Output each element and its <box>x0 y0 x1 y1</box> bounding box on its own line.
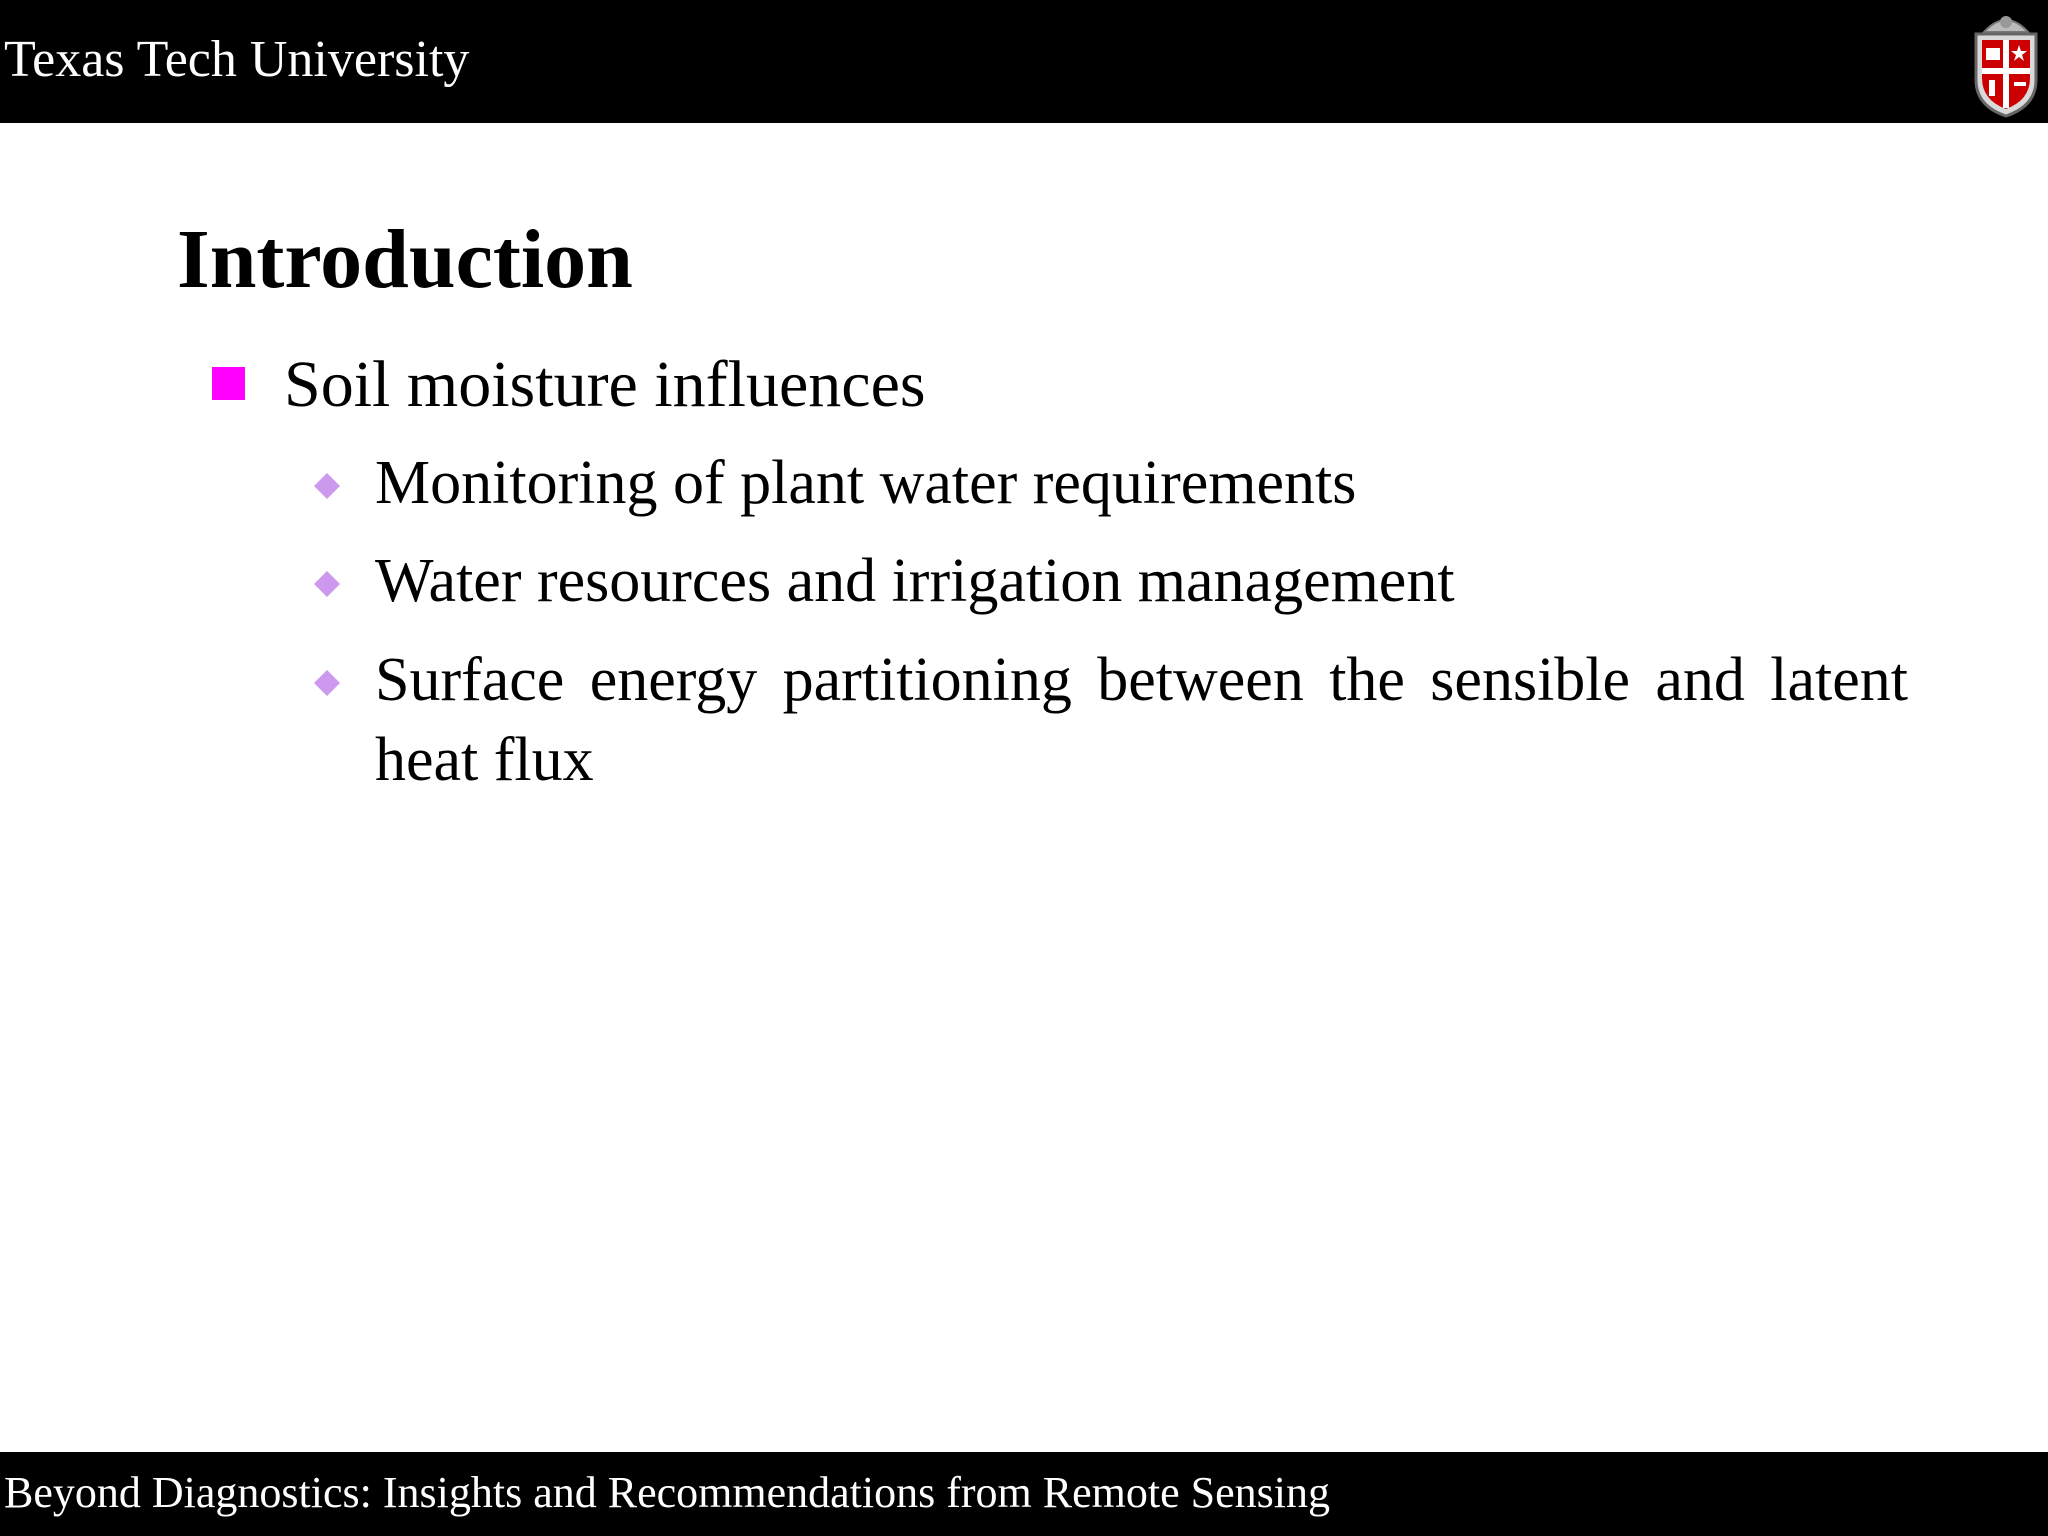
bullet-text: Soil moisture influences <box>284 348 926 421</box>
slide-title: Introduction <box>177 213 633 306</box>
footer-title: Beyond Diagnostics: Insights and Recommendations from Remote Sensing <box>4 1468 1330 1517</box>
sub-bullet-text: Water resources and irrigation management <box>375 547 1455 615</box>
institution-name: Texas Tech University <box>4 31 470 88</box>
diamond-bullet-icon <box>314 670 340 696</box>
diamond-bullet-icon <box>314 473 340 499</box>
sub-bullet-text: Surface energy partitioning between the sensible and latent heat flux <box>375 646 1908 794</box>
header-bar <box>0 0 2048 123</box>
footer-bar <box>0 1452 2048 1536</box>
university-seal-icon <box>1970 10 2042 118</box>
square-bullet-icon <box>212 367 245 400</box>
sub-bullet-text: Monitoring of plant water requirements <box>375 449 1357 517</box>
diamond-bullet-icon <box>314 571 340 597</box>
